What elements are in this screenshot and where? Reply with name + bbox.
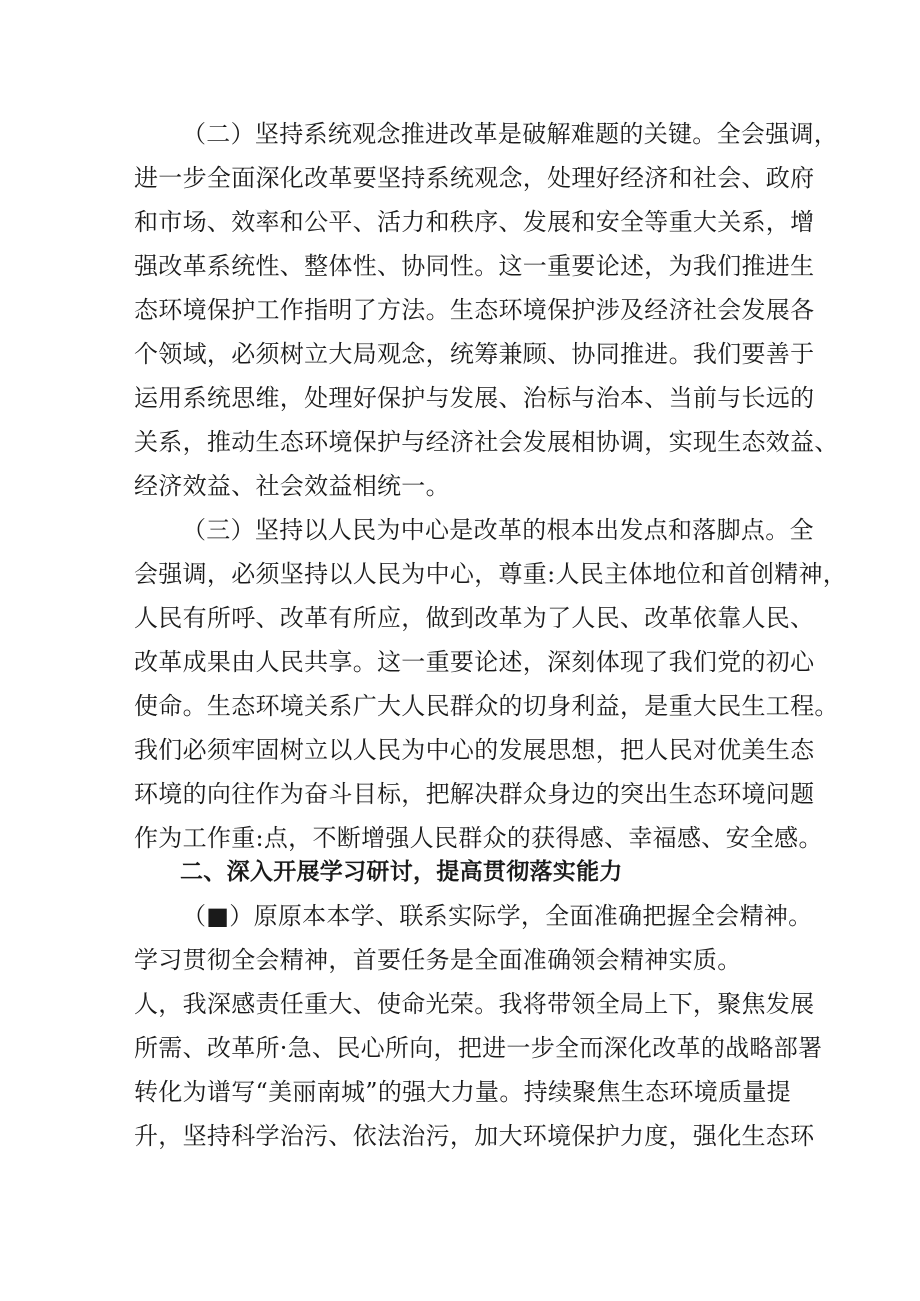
paragraph-3-line-6: 我们必须牢固树立以人民为中心的发展思想，把人民对优美生态	[134, 736, 815, 764]
paragraph-3-line-1: （三）坚持以人民为中心是改革的根本出发点和落脚点。全	[182, 516, 814, 544]
paragraph-2-line-9: 经济效益、社会效益相统一。	[134, 472, 450, 500]
paragraph-4-line-2: 学习贯彻全会精神，首要任务是全面准确领会精神实质。	[134, 946, 742, 974]
paragraph-3-line-3: 人民有所呼、改革有所应，做到改革为了人民、改革依靠人民、	[134, 604, 815, 632]
paragraph-2-line-5: 态环境保护工作指明了方法。生态环境保护涉及经济社会发展各	[134, 296, 815, 324]
paragraph-5-line-4: 升，坚持科学治污、依法治污，加大环境保护力度，强化生态环	[134, 1122, 815, 1150]
paragraph-2-line-3: 和市场、效率和公平、活力和秩序、发展和安全等重大关系，增	[134, 208, 815, 236]
paragraph-2-line-6: 个领域，必须树立大局观念，统筹兼顾、协同推进。我们要善于	[134, 340, 815, 368]
paragraph-5-line-1: 人，我深感责任重大、使命光荣。我将带领全局上下，聚焦发展	[134, 990, 815, 1018]
section-heading: 二、深入开展学习研讨，提高贯彻落实能力	[180, 859, 623, 885]
paragraph-2-line-2: 进一步全面深化改革要坚持系统观念，处理好经济和社会、政府	[134, 164, 815, 192]
paragraph-3-line-4: 改革成果由人民共享。这一重要论述，深刻体现了我们党的初心	[134, 648, 815, 676]
paragraph-2-line-7: 运用系统思维，处理好保护与发展、治标与治本、当前与长远的	[134, 384, 815, 412]
paragraph-3-line-7: 环境的向往作为奋斗目标，把解决群众身边的突出生态环境问题	[134, 780, 815, 808]
paragraph-5-line-2: 所需、改革所·急、民心所向，把进一步全而深化改革的战略部署	[134, 1034, 823, 1062]
paragraph-2-line-8: 关系，推动生态环境保护与经济社会发展相协调，实现生态效益、	[134, 428, 839, 456]
paragraph-3-line-5: 使命。生态环境关系广大人民群众的切身利益，是重大民生工程。	[134, 692, 839, 720]
paragraph-5-line-3: 转化为谱写“美丽南城”的强大力量。持续聚焦生态环境质量提	[134, 1078, 791, 1106]
paragraph-3-line-8: 作为工作重:点，不断增强人民群众的获得感、幸福感、安全感。	[134, 824, 823, 852]
paragraph-2-line-1: （二）坚持系统观念推进改革是破解难题的关键。全会强调，	[182, 120, 839, 148]
paragraph-4-line-1: （■）原原本本学、联系实际学，全面准确把握全会精神。	[182, 902, 813, 930]
paragraph-3-line-2: 会强调，必须坚持以人民为中心，尊重:人民主体地位和首创精神，	[134, 560, 848, 588]
paragraph-2-line-4: 强改革系统性、整体性、协同性。这一重要论述，为我们推进生	[134, 252, 815, 280]
